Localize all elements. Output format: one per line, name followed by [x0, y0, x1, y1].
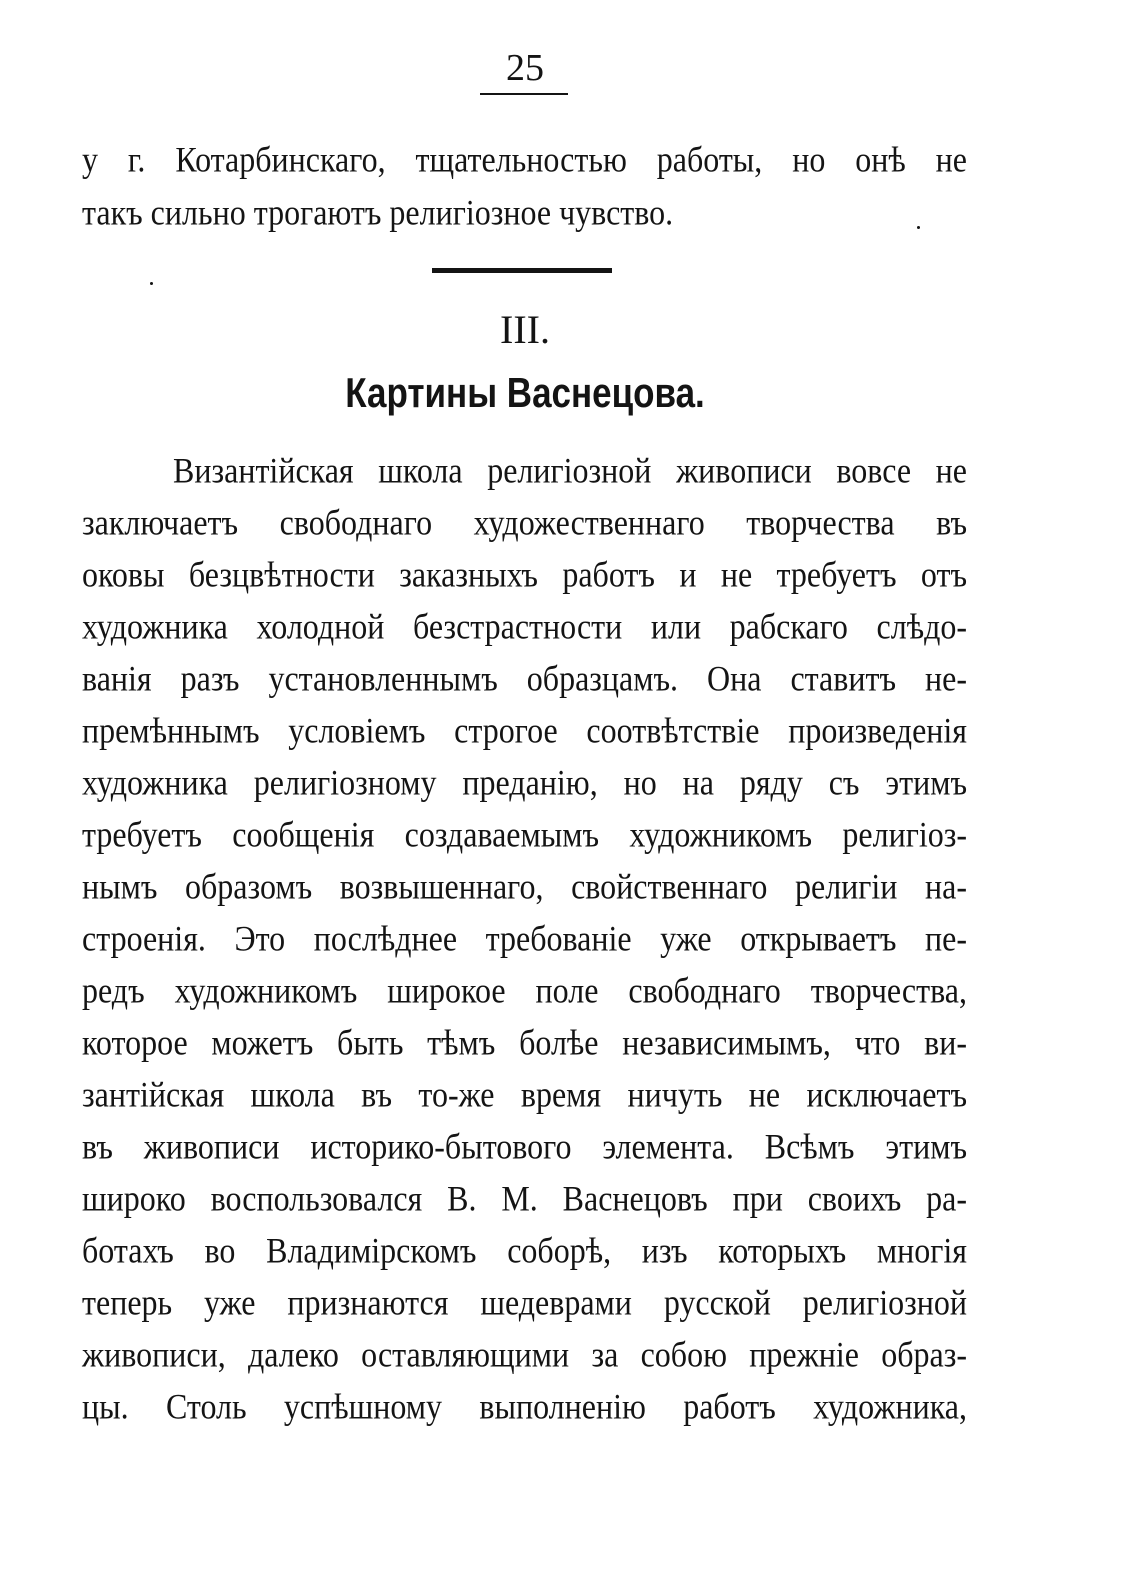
text-line: широко воспользовался В. М. Васнецовъ при своихъ ра- [82, 1177, 967, 1219]
print-speck [150, 282, 153, 285]
text-line: художника религіозному преданію, но на ряду съ этимъ [82, 761, 967, 803]
text-line: цы. Столь успѣшному выполненію работъ художника, [82, 1385, 967, 1427]
text-line: редъ художникомъ широкое поле свободнаго творчества, [82, 969, 967, 1011]
text-line: ванія разъ установленнымъ образцамъ. Она ставитъ не- [82, 657, 967, 699]
text-line: ботахъ во Владимірскомъ соборѣ, изъ которыхъ многія [82, 1229, 967, 1271]
text-line: которое можетъ быть тѣмъ болѣе независимымъ, что ви- [82, 1021, 967, 1063]
text-line: такъ сильно трогаютъ религіозное чувство. [82, 191, 674, 233]
text-line: у г. Котарбинскаго, тщательностью работы, но онѣ не [82, 138, 967, 180]
print-speck [917, 226, 920, 229]
text-line: нымъ образомъ возвышеннаго, свойственнаго религіи на- [82, 865, 967, 907]
text-line: строенія. Это послѣднее требованіе уже открываетъ пе- [82, 917, 967, 959]
text-line: заключаетъ свободнаго художественнаго творчества въ [82, 501, 967, 543]
text-line: Византійская школа религіозной живописи вовсе не [173, 449, 967, 491]
text-line: зантійская школа въ то-же время ничуть не исключаетъ [82, 1073, 967, 1115]
text-line: премѣннымъ условіемъ строгое соотвѣтствіе произведенія [82, 709, 967, 751]
page-number-underline [480, 93, 568, 95]
text-line: живописи, далеко оставляющими за собою прежніе образ- [82, 1333, 967, 1375]
section-number: III. [500, 307, 550, 352]
text-line: требуетъ сообщенія создаваемымъ художникомъ религіоз- [82, 813, 967, 855]
text-line: теперь уже признаются шедеврами русской религіозной [82, 1281, 967, 1323]
text-line: оковы безцвѣтности заказныхъ работъ и не требуетъ отъ [82, 553, 967, 595]
section-divider [432, 268, 612, 273]
text-line: въ живописи историко-бытового элемента. Всѣмъ этимъ [82, 1125, 967, 1167]
page-number: 25 [506, 47, 544, 89]
text-line: художника холодной безстрастности или рабскаго слѣдо- [82, 605, 967, 647]
section-title: Картины Васнецова. [345, 370, 705, 417]
